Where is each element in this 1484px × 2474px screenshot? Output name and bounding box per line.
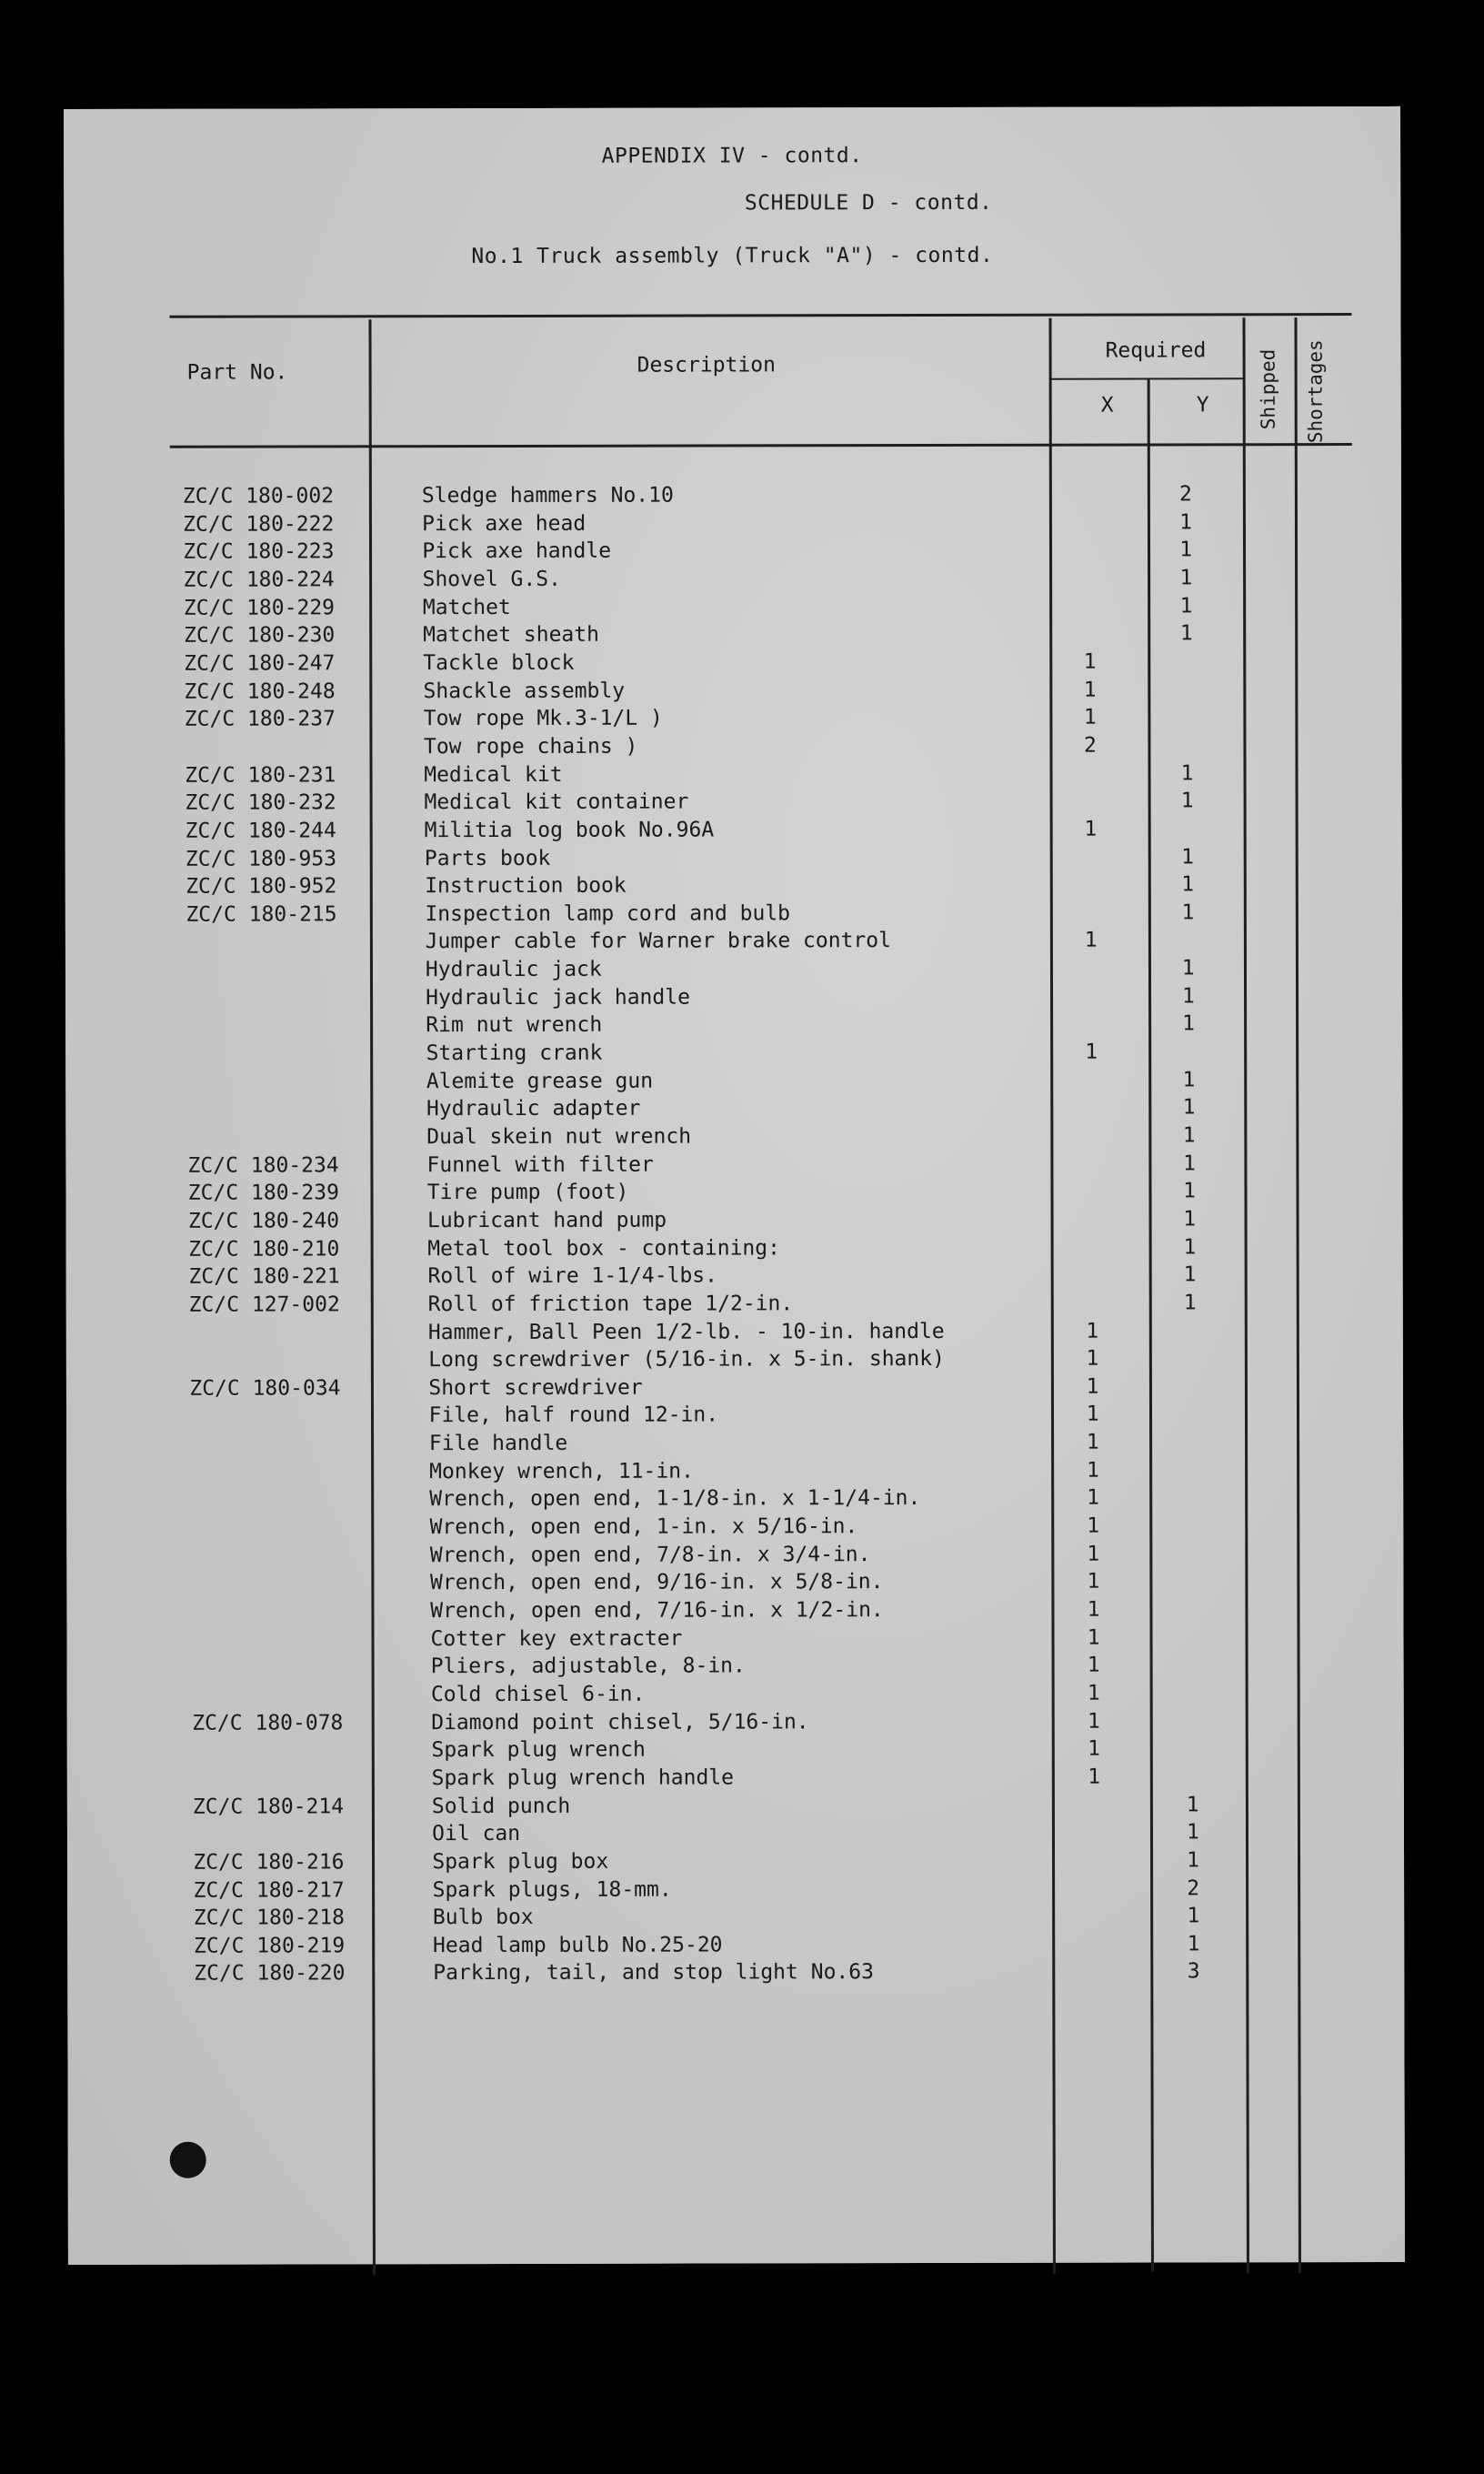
y-col-divider <box>1242 317 1249 2273</box>
part-number-cell: ZC/C 180-234 <box>187 1152 339 1178</box>
part-number-cell: ZC/C 180-002 <box>182 484 335 508</box>
part-number-cell: ZC/C 180-239 <box>187 1181 339 1206</box>
description-cell: Inspection lamp cord and bulb <box>425 901 791 926</box>
description-cell: Medical kit <box>424 762 563 787</box>
description-cell: Dual skein nut wrench <box>426 1124 692 1150</box>
x-quantity-cell: 1 <box>1087 1486 1099 1511</box>
description-cell: Wrench, open end, 7/16-in. x 1/2-in. <box>430 1598 884 1624</box>
description-cell: Monkey wrench, 11-in. <box>429 1459 694 1483</box>
description-cell: Rim nut wrench <box>426 1013 603 1038</box>
part-number-cell: ZC/C 180-953 <box>185 846 337 871</box>
x-header: X <box>1100 393 1114 417</box>
y-quantity-cell: 1 <box>1183 1179 1197 1203</box>
x-quantity-cell: 1 <box>1088 1736 1101 1761</box>
y-quantity-cell: 1 <box>1183 1262 1197 1287</box>
part-number-cell: ZC/C 180-214 <box>192 1794 345 1819</box>
description-cell: Hydraulic jack <box>425 957 602 982</box>
description-cell: Jumper cable for Warner brake control <box>425 929 891 954</box>
description-cell: Wrench, open end, 1-1/8-in. x 1-1/4-in. <box>429 1486 921 1512</box>
y-quantity-cell: 1 <box>1181 984 1195 1009</box>
y-quantity-cell: 2 <box>1178 482 1192 507</box>
y-quantity-cell: 1 <box>1182 1095 1196 1120</box>
x-quantity-cell: 1 <box>1087 1625 1100 1650</box>
description-cell: Metal tool box - containing: <box>427 1235 780 1261</box>
x-quantity-cell: 2 <box>1083 733 1097 758</box>
description-cell: File handle <box>428 1431 568 1456</box>
y-quantity-cell: 1 <box>1179 566 1193 590</box>
x-quantity-cell: 1 <box>1083 705 1097 729</box>
x-quantity-cell: 1 <box>1087 1653 1100 1677</box>
description-cell: Sledge hammers No.10 <box>421 483 674 508</box>
description-cell: Tow rope chains ) <box>423 734 638 759</box>
description-cell: Wrench, open end, 1-in. x 5/16-in. <box>429 1514 858 1540</box>
part-number-cell: ZC/C 180-219 <box>193 1934 346 1958</box>
part-number-cell: ZC/C 180-221 <box>188 1264 340 1289</box>
description-header: Description <box>637 353 776 377</box>
x-quantity-cell: 1 <box>1087 1542 1100 1566</box>
y-quantity-cell: 1 <box>1183 1207 1197 1232</box>
x-quantity-cell: 1 <box>1083 649 1097 674</box>
y-quantity-cell: 1 <box>1182 1123 1196 1148</box>
y-quantity-cell: 1 <box>1179 593 1193 618</box>
x-quantity-cell: 1 <box>1087 1681 1100 1705</box>
y-quantity-cell: 1 <box>1186 1820 1199 1845</box>
y-quantity-cell: 1 <box>1181 844 1194 869</box>
part-number-cell: ZC/C 180-247 <box>184 651 336 676</box>
description-cell: Lubricant hand pump <box>426 1208 667 1233</box>
description-cell: Bulb box <box>432 1906 534 1930</box>
description-cell: Hydraulic jack handle <box>426 985 690 1010</box>
y-quantity-cell: 1 <box>1187 1848 1199 1873</box>
y-quantity-cell: 1 <box>1181 872 1195 897</box>
punch-hole-mark <box>170 2142 206 2178</box>
y-quantity-cell: 1 <box>1182 1068 1196 1092</box>
description-cell: Starting crank <box>426 1041 603 1066</box>
description-cell: Instruction book <box>425 873 627 899</box>
description-cell: Tackle block <box>423 650 575 676</box>
description-cell: Shovel G.S. <box>422 567 561 592</box>
description-cell: Tire pump (foot) <box>426 1180 629 1205</box>
x-quantity-cell: 1 <box>1087 1709 1100 1734</box>
part-number-cell: ZC/C 180-248 <box>184 679 336 704</box>
part-number-cell: ZC/C 180-216 <box>193 1850 345 1875</box>
description-cell: Hammer, Ball Peen 1/2-lb. - 10-in. handle <box>427 1319 945 1344</box>
y-quantity-cell: 1 <box>1183 1234 1197 1259</box>
y-quantity-cell: 2 <box>1187 1876 1200 1900</box>
part-number-cell: ZC/C 180-210 <box>188 1236 340 1262</box>
description-cell: Head lamp bulb No.25-20 <box>432 1933 723 1957</box>
part-number-cell: ZC/C 180-231 <box>185 762 336 788</box>
part-number-cell: ZC/C 180-244 <box>185 819 336 843</box>
x-quantity-cell: 1 <box>1088 1765 1101 1789</box>
x-quantity-cell: 1 <box>1086 1374 1099 1399</box>
part-number-cell: ZC/C 180-217 <box>193 1877 345 1903</box>
description-cell: Wrench, open end, 7/8-in. x 3/4-in. <box>429 1542 871 1567</box>
part-number-cell: ZC/C 180-223 <box>183 539 335 565</box>
description-cell: Shackle assembly <box>423 679 626 703</box>
part-number-cell: ZC/C 180-220 <box>194 1961 346 1986</box>
description-cell: Long screwdriver (5/16-in. x 5-in. shank) <box>428 1347 945 1373</box>
part-no-header: Part No. <box>186 360 288 385</box>
appendix-heading: APPENDIX IV - contd. <box>601 144 863 168</box>
part-number-cell: ZC/C 180-034 <box>189 1376 341 1401</box>
description-cell: Tow rope Mk.3-1/L ) <box>423 706 663 731</box>
y-quantity-cell: 1 <box>1187 1932 1200 1956</box>
x-quantity-cell: 1 <box>1084 817 1098 841</box>
part-number-cell: ZC/C 180-224 <box>183 568 335 592</box>
y-quantity-cell: 1 <box>1181 956 1195 981</box>
part-number-cell: ZC/C 180-215 <box>186 902 337 927</box>
description-cell: Militia log book No.96A <box>424 818 715 842</box>
y-quantity-cell: 1 <box>1183 1291 1197 1315</box>
y-quantity-cell: 1 <box>1182 1151 1196 1176</box>
y-quantity-cell: 1 <box>1179 621 1193 646</box>
description-cell: Parking, tail, and stop light No.63 <box>433 1960 874 1986</box>
x-quantity-cell: 1 <box>1087 1597 1100 1622</box>
description-cell: Roll of friction tape 1/2-in. <box>427 1292 794 1316</box>
y-quantity-cell: 1 <box>1179 509 1193 535</box>
part-number-cell: ZC/C 180-230 <box>184 623 336 649</box>
y-quantity-cell: 1 <box>1180 789 1194 813</box>
description-cell: Pick axe head <box>422 511 587 536</box>
description-cell: Spark plug box <box>432 1849 609 1874</box>
header-bottom-rule <box>170 443 1352 448</box>
description-cell: Matchet <box>422 595 511 619</box>
part-number-cell: ZC/C 180-952 <box>186 874 337 899</box>
part-number-cell: ZC/C 127-002 <box>188 1292 340 1317</box>
part-number-cell: ZC/C 180-237 <box>184 707 336 731</box>
y-quantity-cell: 1 <box>1182 1011 1195 1036</box>
x-quantity-cell: 1 <box>1087 1569 1100 1594</box>
description-cell: Funnel with filter <box>426 1152 654 1177</box>
x-quantity-cell: 1 <box>1083 678 1097 702</box>
description-cell: Parts book <box>424 846 551 870</box>
description-cell: Oil can <box>432 1822 521 1846</box>
description-cell: Wrench, open end, 9/16-in. x 5/8-in. <box>429 1570 884 1595</box>
x-quantity-cell: 1 <box>1085 1040 1098 1064</box>
y-quantity-cell: 1 <box>1181 900 1195 925</box>
part-number-cell: ZC/C 180-240 <box>187 1209 340 1233</box>
y-quantity-cell: 1 <box>1186 1792 1199 1816</box>
description-cell: Spark plugs, 18-mm. <box>432 1877 672 1902</box>
description-cell: Medical kit container <box>424 789 689 815</box>
shipped-col-divider <box>1294 317 1301 2273</box>
required-header: Required <box>1105 338 1207 363</box>
document-page <box>64 106 1405 2265</box>
y-quantity-cell: 3 <box>1187 1959 1200 1984</box>
x-quantity-cell: 1 <box>1086 1458 1099 1483</box>
x-col-divider <box>1148 379 1154 2271</box>
x-quantity-cell: 1 <box>1086 1403 1099 1427</box>
desc-col-divider <box>1048 318 1056 2274</box>
y-quantity-cell: 1 <box>1187 1904 1200 1928</box>
description-cell: Roll of wire 1-1/4-lbs. <box>427 1263 718 1289</box>
x-quantity-cell: 1 <box>1086 1346 1099 1371</box>
description-cell: Hydraulic adapter <box>426 1096 641 1121</box>
shipped-header: Shipped <box>1257 348 1279 430</box>
y-quantity-cell: 1 <box>1180 760 1194 785</box>
description-cell: Matchet sheath <box>423 623 600 648</box>
assembly-heading: No.1 Truck assembly (Truck "A") - contd. <box>471 243 994 269</box>
description-cell: Pliers, adjustable, 8-in. <box>430 1654 746 1679</box>
part-number-cell: ZC/C 180-218 <box>193 1906 346 1930</box>
x-quantity-cell: 1 <box>1087 1514 1100 1538</box>
part-col-divider <box>368 319 376 2275</box>
y-quantity-cell: 1 <box>1179 538 1193 562</box>
y-header: Y <box>1196 393 1209 417</box>
description-cell: Spark plug wrench <box>431 1737 646 1763</box>
part-number-cell: ZC/C 180-229 <box>183 595 336 620</box>
part-number-cell: ZC/C 180-232 <box>185 790 336 815</box>
description-cell: Short screwdriver <box>428 1375 643 1400</box>
description-cell: Diamond point chisel, 5/16-in. <box>431 1709 809 1735</box>
shortages-header: Shortages <box>1304 339 1327 444</box>
description-cell: Cotter key extracter <box>430 1626 683 1651</box>
part-number-cell: ZC/C 180-222 <box>183 511 335 537</box>
schedule-heading: SCHEDULE D - contd. <box>744 190 993 216</box>
x-quantity-cell: 1 <box>1086 1319 1099 1343</box>
x-quantity-cell: 1 <box>1084 929 1098 953</box>
description-cell: Spark plug wrench handle <box>431 1765 735 1791</box>
description-cell: Pick axe handle <box>422 539 612 564</box>
table-top-rule <box>169 313 1351 318</box>
description-cell: File, half round 12-in. <box>428 1403 719 1428</box>
description-cell: Solid punch <box>431 1794 571 1818</box>
description-cell: Cold chisel 6-in. <box>430 1682 646 1707</box>
part-number-cell: ZC/C 180-078 <box>192 1710 344 1735</box>
x-quantity-cell: 1 <box>1086 1430 1099 1454</box>
description-cell: Alemite grease gun <box>426 1069 654 1093</box>
